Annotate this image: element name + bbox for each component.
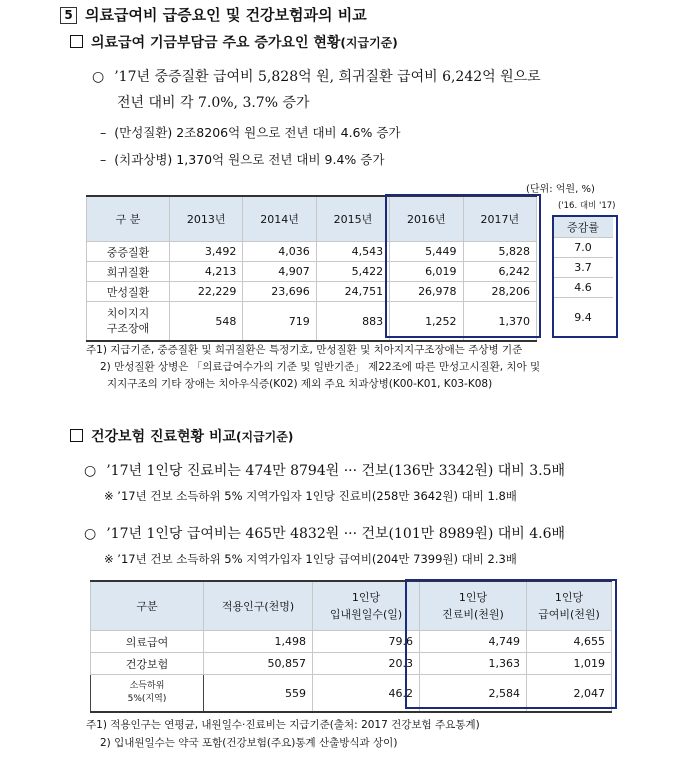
row-label: 희귀질환: [87, 262, 170, 282]
row-label-line2: 구조장애: [106, 322, 150, 335]
note-2: 2) 만성질환 상병은 「의료급여수가의 기준 및 일반기준」 제22조에 따른 만성고시질환, 치아 및: [100, 361, 541, 373]
col-header: 구분: [91, 581, 204, 631]
cell: 4,749: [420, 631, 527, 653]
note-3: 지지구조의 기타 장애는 치아우식증(K02) 제외 주요 치과상병(K00-K01, K03-K08): [107, 378, 493, 390]
section2-item2: [84, 523, 565, 543]
section1-heading: [70, 32, 398, 52]
cell: 50,857: [204, 653, 313, 675]
cell: 1,370: [463, 302, 536, 342]
section1-para-line2: 전년 대비 각 7.0%, 3.7% 증가: [117, 95, 310, 111]
title-text: 의료급여비 급증요인 및 건강보험과의 비교: [85, 6, 367, 24]
cell: 2,047: [527, 675, 612, 713]
bullet-dental: [100, 150, 384, 168]
unit-label: (단위: 억원, %): [526, 184, 595, 195]
dash-icon: –: [100, 125, 107, 140]
table-row: [91, 653, 612, 675]
note-5: 2) 입내원일수는 약국 포함(건강보험(주요)통계 산출방식과 상이): [100, 737, 398, 749]
cell: 20.3: [313, 653, 420, 675]
cell: 4,036: [243, 242, 316, 262]
checkbox-square-icon: [70, 35, 83, 48]
col-header: 2017년: [463, 196, 536, 242]
section2-item1-note: ※ ’17년 건보 소득하위 5% 지역가입자 1인당 진료비(258만 3642원) 대비 1.8배: [104, 489, 517, 503]
note-4: 주1) 적용인구는 연평균, 내원일수·진료비는 지급기준(출처: 2017 건강보험 주요통계): [86, 719, 480, 731]
section1-heading-text: 의료급여 기금부담금 주요 증가요인 현황: [91, 35, 341, 51]
row-label-line1: 치이지지: [106, 307, 150, 320]
table-row: [91, 675, 612, 713]
cell: 26,978: [390, 282, 463, 302]
col-header: 구 분: [87, 196, 170, 242]
rate-note: ('16. 대비 '17): [558, 201, 616, 211]
cell: 3,492: [170, 242, 243, 262]
bullet-chronic-text: (만성질환) 2조8206억 원으로 전년 대비 4.6% 증가: [114, 125, 401, 140]
section2-heading: [70, 426, 293, 446]
chronic-cost-table: [86, 195, 537, 342]
cell: 1,498: [204, 631, 313, 653]
note-1: 주1) 지급기준, 중증질환 및 희귀질환은 특정기호, 만성질환 및 치아지지구조장애는 주상병 기준: [86, 344, 523, 356]
cell: 5,422: [316, 262, 389, 282]
cell: 22,229: [170, 282, 243, 302]
cell: 548: [170, 302, 243, 342]
row-label: [87, 302, 170, 342]
cell: 4,213: [170, 262, 243, 282]
cell: 1,363: [420, 653, 527, 675]
col-header: 2013년: [170, 196, 243, 242]
section1-heading-suffix: (지급기준): [340, 36, 398, 50]
section2-item2-text: ’17년 1인당 급여비는 465만 4832원 ··· 건보(101만 8989원) 대비 4.6배: [106, 526, 566, 542]
circle-bullet-icon: ○: [84, 463, 97, 479]
cell: 79.6: [313, 631, 420, 653]
section2-item1-text: ’17년 1인당 진료비는 474만 8794원 ··· 건보(136만 3342원) 대비 3.5배: [106, 463, 566, 479]
row-label: 중증질환: [87, 242, 170, 262]
section2-item1: [84, 460, 565, 480]
cell: 5,828: [463, 242, 536, 262]
col-header: 적용인구(천명): [204, 581, 313, 631]
cell: 6,019: [390, 262, 463, 282]
rate-cell: 4.6: [553, 278, 613, 298]
row-label: 만성질환: [87, 282, 170, 302]
rate-table: [553, 216, 613, 337]
page-title: [60, 4, 367, 25]
section2-heading-suffix: (지급기준): [236, 430, 294, 444]
table-row: [87, 282, 537, 302]
cell: 559: [204, 675, 313, 713]
bullet-dental-text: (치과상병) 1,370억 원으로 전년 대비 9.4% 증가: [114, 152, 385, 167]
col-header: 2015년: [316, 196, 389, 242]
table-row: [87, 262, 537, 282]
cell: 1,019: [527, 653, 612, 675]
cell: 24,751: [316, 282, 389, 302]
col-header: 2016년: [390, 196, 463, 242]
circle-bullet-icon: ○: [92, 69, 105, 85]
circle-bullet-icon: ○: [84, 526, 97, 542]
col-header: 2014년: [243, 196, 316, 242]
rate-cell: 3.7: [553, 258, 613, 278]
section-number: 5: [60, 7, 77, 24]
dash-icon: –: [100, 152, 107, 167]
rate-header: 증감률: [553, 216, 613, 238]
cell: 5,449: [390, 242, 463, 262]
rate-cell: 9.4: [553, 298, 613, 337]
cell: 4,655: [527, 631, 612, 653]
rate-cell: 7.0: [553, 238, 613, 258]
row-label: 건강보험: [91, 653, 204, 675]
cell: 2,584: [420, 675, 527, 713]
cell: 23,696: [243, 282, 316, 302]
col-header: 1인당 입내원일수(일): [313, 581, 420, 631]
col-header: 1인당 급여비(천원): [527, 581, 612, 631]
table-row: [87, 242, 537, 262]
table-row: [91, 631, 612, 653]
cell: 719: [243, 302, 316, 342]
health-insurance-table: [90, 580, 612, 713]
bullet-chronic: [100, 123, 401, 141]
section2-heading-text: 건강보험 진료현황 비교: [91, 429, 236, 445]
checkbox-square-icon: [70, 429, 83, 442]
col-header: 1인당 진료비(천원): [420, 581, 527, 631]
cell: 4,907: [243, 262, 316, 282]
cell: 28,206: [463, 282, 536, 302]
section2-item2-note: ※ ’17년 건보 소득하위 5% 지역가입자 1인당 급여비(204만 7399원) 대비 2.3배: [104, 552, 517, 566]
cell: 883: [316, 302, 389, 342]
table-row: [87, 302, 537, 342]
section1-para-line1: ’17년 중증질환 급여비 5,828억 원, 희귀질환 급여비 6,242억 원으로: [114, 69, 541, 85]
cell: 46.2: [313, 675, 420, 713]
row-label: 의료급여: [91, 631, 204, 653]
cell: 6,242: [463, 262, 536, 282]
row-label: 소득하위 5%(지역): [91, 675, 204, 713]
cell: 1,252: [390, 302, 463, 342]
cell: 4,543: [316, 242, 389, 262]
section1-paragraph: [92, 66, 541, 86]
